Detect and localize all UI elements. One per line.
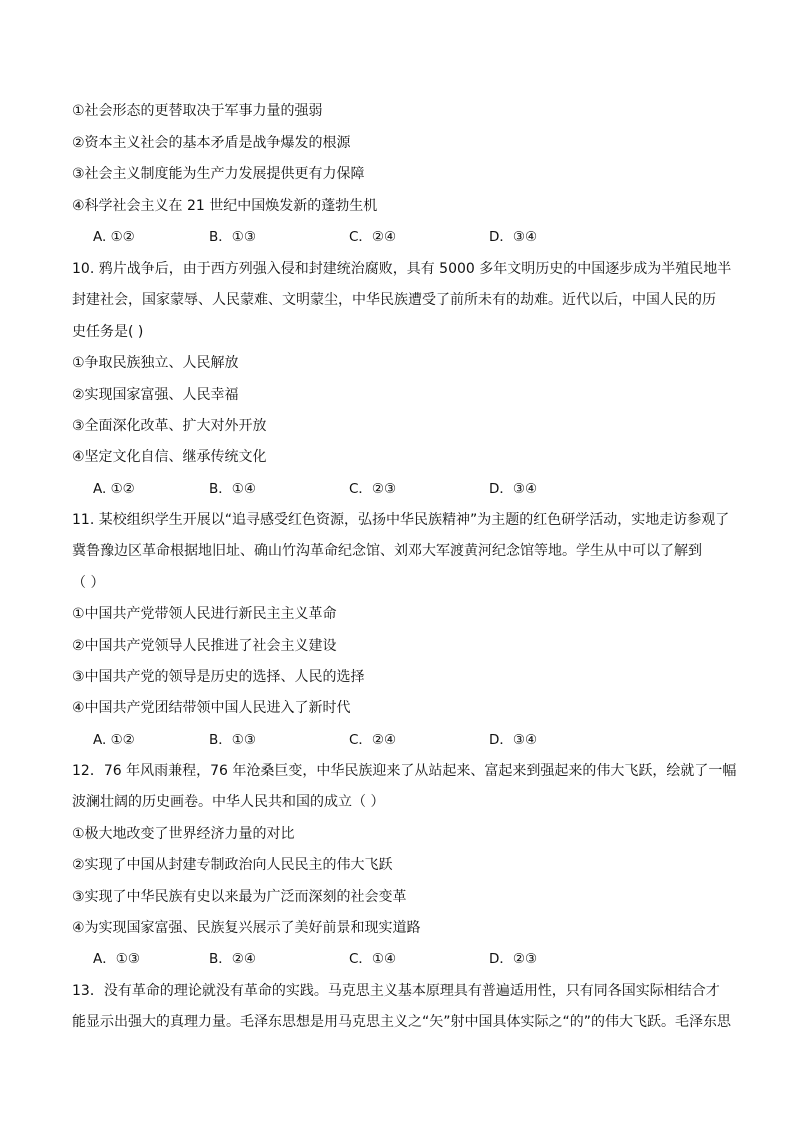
- q11-stem-line-2: 冀鲁豫边区革命根据地旧址、确山竹沟革命纪念馆、刘邓大军渡黄河纪念馆等地。学生从中可以了解到: [72, 543, 702, 559]
- q9-item-4: ④科学社会主义在 21 世纪中国焕发新的蓬勃生机: [72, 198, 378, 214]
- q9-item-3: ③社会主义制度能为生产力发展提供更有力保障: [72, 166, 365, 182]
- q12-option-a[interactable]: A．①③: [93, 951, 140, 967]
- q11-stem-line-1: 11. 某校组织学生开展以“追寻感受红色资源，弘扬中华民族精神”为主题的红色研学活动，实地走访参观了: [72, 512, 730, 528]
- q11-option-d[interactable]: D．③④: [489, 732, 538, 748]
- q13-stem-line-1: 13．没有革命的理论就没有革命的实践。马克思主义基本原理具有普遍适用性，只有同各国实际相结合才: [72, 983, 720, 999]
- q12-stem-line-2: 波澜壮阔的历史画卷。中华人民共和国的成立（ ）: [72, 794, 385, 810]
- q11-item-2: ②中国共产党领导人民推进了社会主义建设: [72, 638, 337, 654]
- q12-item-1: ①极大地改变了世界经济力量的对比: [72, 826, 295, 842]
- q11-item-4: ④中国共产党团结带领中国人民进入了新时代: [72, 700, 351, 716]
- q11-item-3: ③中国共产党的领导是历史的选择、人民的选择: [72, 669, 365, 685]
- q10-item-4: ④坚定文化自信、继承传统文化: [72, 449, 267, 465]
- q11-options: [93, 730, 613, 750]
- q11-option-c[interactable]: C．②④: [349, 732, 397, 748]
- q11-item-1: ①中国共产党带领人民进行新民主主义革命: [72, 606, 337, 622]
- q13-stem-line-2: 能显示出强大的真理力量。毛泽东思想是用马克思主义之“矢”射中国具体实际之“的”的伟大飞跃。毛泽东思: [72, 1014, 732, 1030]
- q10-stem-line-2: 封建社会，国家蒙辱、人民蒙难、文明蒙尘，中华民族遭受了前所未有的劫难。近代以后，中国人民的历: [72, 292, 716, 308]
- q9-item-2: ②资本主义社会的基本矛盾是战争爆发的根源: [72, 135, 351, 151]
- q11-stem-line-3: （ ）: [72, 575, 105, 591]
- q11-option-a[interactable]: A. ①②: [93, 732, 135, 748]
- q12-options: [93, 949, 613, 969]
- q12-stem-line-1: 12．76 年风雨兼程，76 年沧桑巨变，中华民族迎来了从站起来、富起来到强起来的伟大飞跃，绘就了一幅: [72, 763, 737, 779]
- q9-option-a[interactable]: A. ①②: [93, 229, 135, 245]
- q10-options: [93, 479, 613, 499]
- q9-options: [93, 227, 613, 247]
- q12-item-2: ②实现了中国从封建专制政治向人民民主的伟大飞跃: [72, 857, 393, 873]
- q10-item-3: ③全面深化改革、扩大对外开放: [72, 418, 267, 434]
- q12-item-3: ③实现了中华民族有史以来最为广泛而深刻的社会变革: [72, 889, 407, 905]
- q12-option-d[interactable]: D．②③: [489, 951, 538, 967]
- q9-option-b[interactable]: B．①③: [209, 229, 256, 245]
- q12-option-b[interactable]: B．②④: [209, 951, 256, 967]
- q9-item-1: ①社会形态的更替取决于军事力量的强弱: [72, 103, 323, 119]
- q9-option-d[interactable]: D．③④: [489, 229, 538, 245]
- q10-option-b[interactable]: B．①④: [209, 481, 256, 497]
- q11-option-b[interactable]: B．①③: [209, 732, 256, 748]
- q10-stem-line-1: 10. 鸦片战争后，由于西方列强入侵和封建统治腐败，具有 5000 多年文明历史的中国逐步成为半殖民地半: [72, 261, 732, 277]
- q12-item-4: ④为实现国家富强、民族复兴展示了美好前景和现实道路: [72, 920, 421, 936]
- q10-option-d[interactable]: D．③④: [489, 481, 538, 497]
- q9-option-c[interactable]: C．②④: [349, 229, 397, 245]
- q10-item-2: ②实现国家富强、人民幸福: [72, 387, 239, 403]
- q10-option-c[interactable]: C．②③: [349, 481, 397, 497]
- q10-option-a[interactable]: A. ①②: [93, 481, 135, 497]
- q10-item-1: ①争取民族独立、人民解放: [72, 355, 239, 371]
- q10-stem-line-3: 史任务是( ): [72, 324, 144, 340]
- q12-option-c[interactable]: C．①④: [349, 951, 397, 967]
